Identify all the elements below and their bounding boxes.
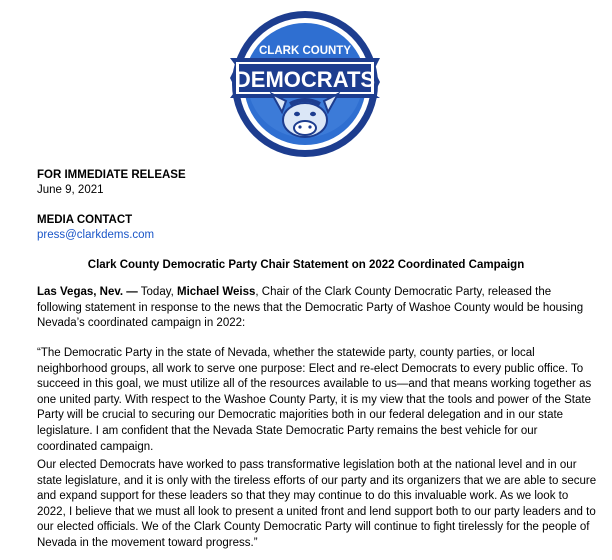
media-contact-block xyxy=(37,213,154,243)
dateline: Las Vegas, Nev. — xyxy=(37,286,138,298)
intro-lead: Today, xyxy=(137,286,178,298)
intro-paragraph xyxy=(37,285,597,332)
release-block xyxy=(37,168,186,198)
logo-main-text: DEMOCRATS xyxy=(234,67,376,92)
quote-paragraph-2: Our elected Democrats have worked to pass transformative legislation both at the national level and in our state legislature, and it is only with the tireless efforts of our party and its organizers that we are able to secure and expand support for these leaders so that they may continue to do this invaluable work. As we look to 2022, I believe that we must all look to present a united front and lend support both to our party leaders and to our elected officials. We of the Clark County Democratic Party will continue to fight tirelessly for the people of Nevada in the movement toward progress.” xyxy=(37,459,597,549)
chair-name: Michael Weiss xyxy=(177,286,256,298)
media-contact-label: MEDIA CONTACT xyxy=(37,214,133,226)
quote-paragraph-1: “The Democratic Party in the state of Nevada, whether the statewide party, county parties, or local neighborhood groups, all work to serve one purpose: Elect and re-elect Democrats to every public office. To succeed in this goal, we must utilize all of the resources available to us—and that means working together as one united party. With respect to the Washoe County Party, it is my view that the tools and power of the State Party will be crucial to securing our Democratic majorities both in our federal delegation and in our state legislature. I am confident that the Nevada State Democratic Party remains the best vehicle for our coordinated campaign. xyxy=(37,347,592,453)
release-date: June 9, 2021 xyxy=(37,184,104,196)
intro-rest: , Chair of the Clark County Democratic Party, released the following statement in response to the news that the Democratic Party of Washoe County would be housing Nevada’s coordinated campaign in 2022: xyxy=(37,286,584,330)
release-label: FOR IMMEDIATE RELEASE xyxy=(37,169,186,181)
clark-county-democrats-logo xyxy=(228,8,382,160)
logo-top-text: CLARK COUNTY xyxy=(259,45,351,57)
press-email-link[interactable]: press@clarkdems.com xyxy=(37,229,155,241)
statement-title: Clark County Democratic Party Chair Statement on 2022 Coordinated Campaign xyxy=(87,259,525,271)
